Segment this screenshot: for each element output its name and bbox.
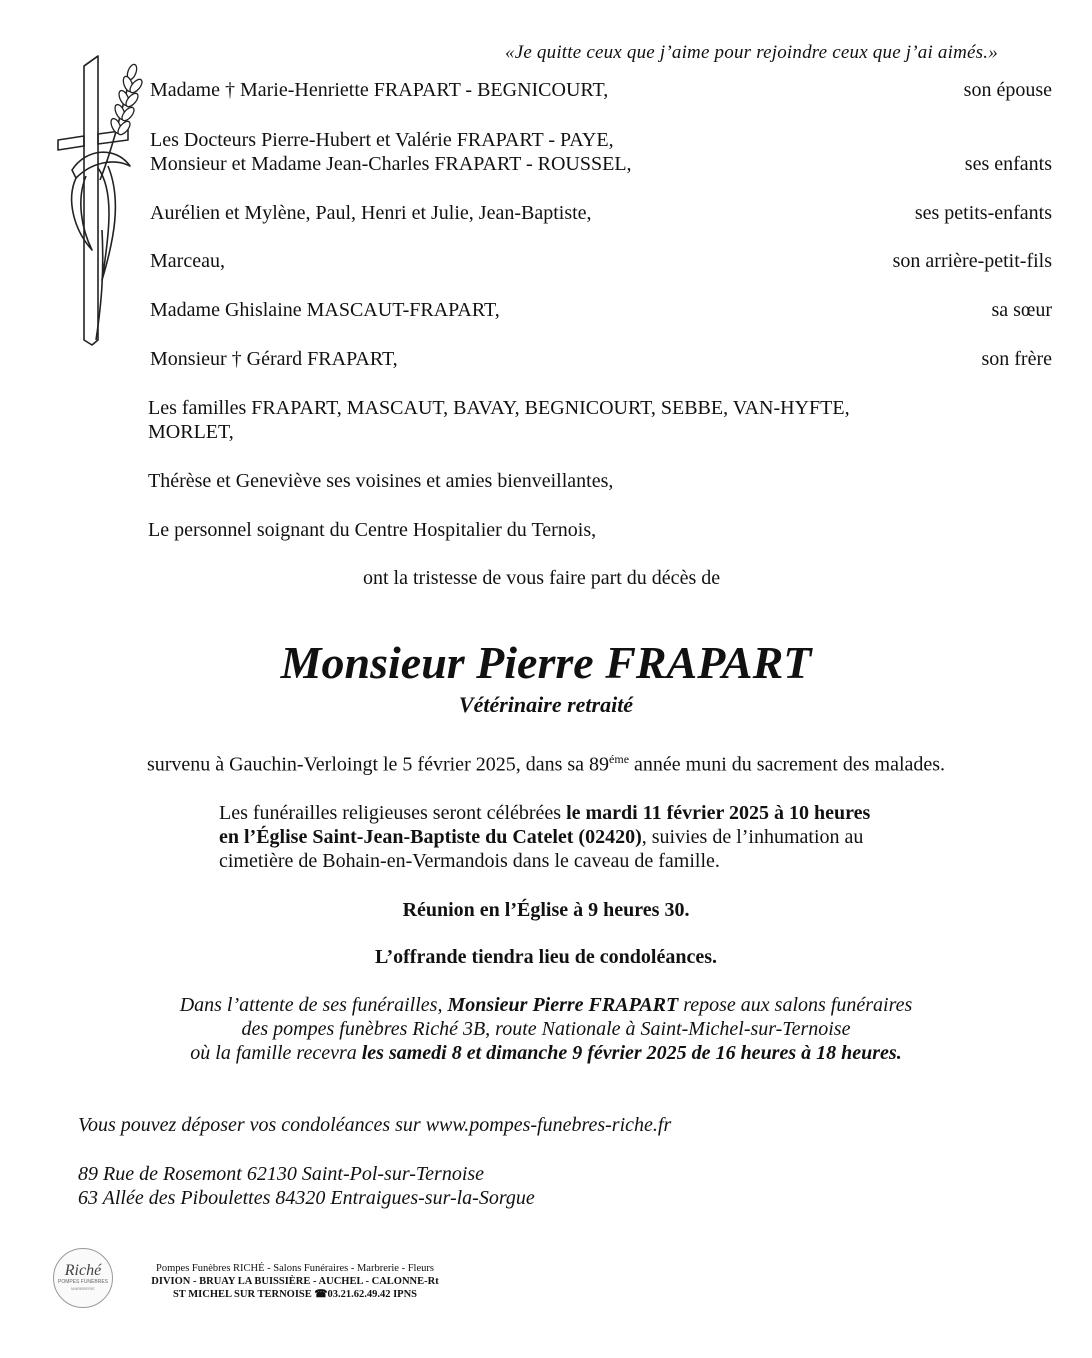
funeral-line-2 (219, 826, 863, 849)
family-name: Madame † Marie-Henriette FRAPART - BEGNICOURT, (150, 79, 609, 101)
staff-line: Le personnel soignant du Centre Hospitalier du Ternois, (148, 519, 597, 541)
logo-sub: POMPES FUNÈBRES (57, 1279, 108, 1285)
epigraph: «Je quitte ceux que j’aime pour rejoindre ceux que j’ai aimés.» (505, 42, 998, 63)
funeral-church: en l’Église Saint-Jean-Baptiste du Catelet (02420) (219, 826, 642, 848)
footer-line: ST MICHEL SUR TERNOISE ☎03.21.62.49.42 IPNS (172, 1289, 418, 1300)
family-name: Monsieur † Gérard FRAPART, (150, 348, 398, 370)
family-name: Marceau, (150, 250, 225, 272)
wake-line-1 (0, 994, 1092, 1017)
family-row (150, 348, 1052, 374)
family-row (150, 153, 1052, 179)
funeral-text: Les funérailles religieuses seront célébrées (219, 802, 567, 824)
address: 89 Rue de Rosemont 62130 Saint-Pol-sur-Ternoise (78, 1163, 485, 1185)
logo-sub: MARBRERIE (71, 1286, 95, 1291)
family-row (150, 250, 1052, 276)
cross-wheat-icon (52, 50, 152, 350)
footer-line: DIVION - BRUAY LA BUISSIÈRE - AUCHEL - CALONNE-Rt (151, 1276, 439, 1287)
death-text: survenu à Gauchin-Verloingt le 5 février 2025, dans sa 89 (146, 753, 610, 776)
family-row (150, 299, 1052, 325)
death-ordinal: éme (609, 752, 630, 766)
footer-line: Pompes Funèbres RICHÉ - Salons Funéraires - Marbrerie - Fleurs (156, 1263, 434, 1274)
wake-dates: les samedi 8 et dimanche 9 février 2025 de 16 heures à 18 heures. (361, 1042, 902, 1064)
profession: Vétérinaire retraité (458, 692, 634, 717)
family-relation: sa sœur (991, 299, 1052, 321)
family-name: Madame Ghislaine MASCAUT-FRAPART, (150, 299, 500, 321)
families-line: MORLET, (148, 421, 234, 443)
funeral-line-1 (219, 802, 870, 825)
address: 63 Allée des Piboulettes 84320 Entraigues-sur-la-Sorgue (78, 1187, 535, 1209)
riche-logo (53, 1248, 113, 1308)
family-relation: son arrière-petit-fils (892, 250, 1052, 272)
neighbours-line: Thérèse et Geneviève ses voisines et amies bienveillantes, (148, 470, 614, 492)
wake-line-3 (0, 1042, 1092, 1065)
funeral-date: le mardi 11 février 2025 à 10 heures (566, 802, 871, 824)
family-row (150, 202, 1052, 228)
funeral-line-3: cimetière de Bohain-en-Vermandois dans le caveau de famille. (219, 850, 720, 872)
family-name: Monsieur et Madame Jean-Charles FRAPART - ROUSSEL, (150, 153, 632, 175)
family-name: Les Docteurs Pierre-Hubert et Valérie FRAPART - PAYE, (150, 129, 614, 151)
condolences-line: Vous pouvez déposer vos condoléances sur www.pompes-funebres-riche.fr (78, 1114, 672, 1136)
funeral-text: , suivies de l’inhumation au (641, 826, 864, 848)
family-relation: son épouse (963, 79, 1052, 101)
families-line: Les familles FRAPART, MASCAUT, BAVAY, BEGNICOURT, SEBBE, VAN-HYFTE, (148, 397, 850, 419)
family-name: Aurélien et Mylène, Paul, Henri et Julie, Jean-Baptiste, (150, 202, 592, 224)
announcement: ont la tristesse de vous faire part du décès de (363, 567, 721, 589)
family-relation: ses petits-enfants (914, 202, 1052, 224)
family-row (150, 129, 1052, 155)
death-text-end: année muni du sacrement des malades. (629, 753, 946, 776)
logo-name: Riché (64, 1262, 102, 1279)
wake-text: où la famille recevra (190, 1042, 362, 1064)
deceased-name: Monsieur Pierre FRAPART (280, 637, 812, 688)
wake-text: Dans l’attente de ses funérailles, (179, 994, 448, 1016)
family-relation: son frère (981, 348, 1052, 370)
footer (110, 1262, 480, 1301)
reunion: Réunion en l’Église à 9 heures 30. (402, 899, 690, 921)
family-row (150, 79, 1052, 105)
wake-line-2: des pompes funèbres Riché 3B, route Nationale à Saint-Michel-sur-Ternoise (241, 1018, 851, 1040)
wake-text: repose aux salons funéraires (678, 994, 913, 1016)
family-relation: ses enfants (964, 153, 1052, 175)
death-notice (0, 752, 1092, 777)
wake-name: Monsieur Pierre FRAPART (447, 994, 679, 1016)
offering: L’offrande tiendra lieu de condoléances. (374, 946, 718, 968)
